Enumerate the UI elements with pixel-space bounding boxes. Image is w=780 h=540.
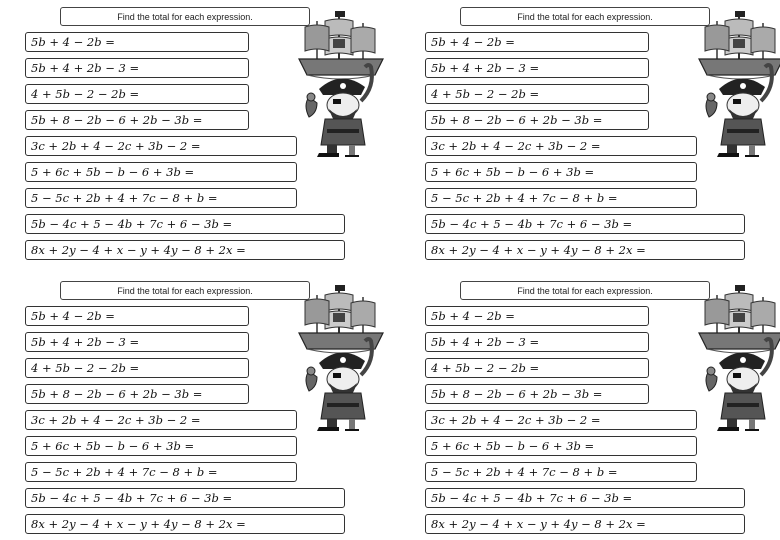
- expression-box[interactable]: 5b − 4c + 5 − 4b + 7c + 6 − 3b =: [425, 214, 745, 234]
- instruction-title: Find the total for each expression.: [60, 7, 310, 26]
- expression-box[interactable]: 3c + 2b + 4 − 2c + 3b − 2 =: [25, 136, 297, 156]
- expression-box[interactable]: 5 − 5c + 2b + 4 + 7c − 8 + b =: [425, 462, 697, 482]
- worksheet-panel-1: [25, 5, 385, 265]
- pirate-ship-illustration: [695, 9, 780, 157]
- expression-box[interactable]: 3c + 2b + 4 − 2c + 3b − 2 =: [425, 410, 697, 430]
- expression-box[interactable]: 5b + 4 − 2b =: [25, 32, 249, 52]
- expression-box[interactable]: 5 − 5c + 2b + 4 + 7c − 8 + b =: [25, 462, 297, 482]
- expression-box[interactable]: 5 + 6c + 5b − b − 6 + 3b =: [25, 162, 297, 182]
- instruction-title: Find the total for each expression.: [460, 7, 710, 26]
- expression-box[interactable]: 5b + 4 + 2b − 3 =: [425, 332, 649, 352]
- expression-box[interactable]: 5b + 4 − 2b =: [425, 306, 649, 326]
- expression-box[interactable]: 5 + 6c + 5b − b − 6 + 3b =: [425, 162, 697, 182]
- expression-box[interactable]: 8x + 2y − 4 + x − y + 4y − 8 + 2x =: [25, 514, 345, 534]
- pirate-ship-illustration: [295, 283, 387, 431]
- expression-box[interactable]: 4 + 5b − 2 − 2b =: [425, 358, 649, 378]
- expression-box[interactable]: 5b − 4c + 5 − 4b + 7c + 6 − 3b =: [25, 488, 345, 508]
- expression-box[interactable]: 5b + 4 + 2b − 3 =: [425, 58, 649, 78]
- pirate-ship-illustration: [295, 9, 387, 157]
- worksheet-panel-2: [425, 5, 780, 265]
- expression-box[interactable]: 5b + 8 − 2b − 6 + 2b − 3b =: [25, 384, 249, 404]
- expression-box[interactable]: 5b + 8 − 2b − 6 + 2b − 3b =: [425, 384, 649, 404]
- expression-box[interactable]: 8x + 2y − 4 + x − y + 4y − 8 + 2x =: [25, 240, 345, 260]
- pirate-ship-illustration: [695, 283, 780, 431]
- instruction-title: Find the total for each expression.: [460, 281, 710, 300]
- instruction-title: Find the total for each expression.: [60, 281, 310, 300]
- expression-box[interactable]: 4 + 5b − 2 − 2b =: [425, 84, 649, 104]
- expression-box[interactable]: 5 + 6c + 5b − b − 6 + 3b =: [25, 436, 297, 456]
- expression-box[interactable]: 5 − 5c + 2b + 4 + 7c − 8 + b =: [25, 188, 297, 208]
- expression-box[interactable]: 5 − 5c + 2b + 4 + 7c − 8 + b =: [425, 188, 697, 208]
- expression-box[interactable]: 5b + 4 − 2b =: [25, 306, 249, 326]
- worksheet-panel-3: [25, 279, 385, 539]
- expression-box[interactable]: 5b + 4 + 2b − 3 =: [25, 58, 249, 78]
- expression-box[interactable]: 8x + 2y − 4 + x − y + 4y − 8 + 2x =: [425, 514, 745, 534]
- expression-box[interactable]: 4 + 5b − 2 − 2b =: [25, 358, 249, 378]
- expression-box[interactable]: 5b + 8 − 2b − 6 + 2b − 3b =: [425, 110, 649, 130]
- expression-box[interactable]: 4 + 5b − 2 − 2b =: [25, 84, 249, 104]
- expression-box[interactable]: 3c + 2b + 4 − 2c + 3b − 2 =: [25, 410, 297, 430]
- expression-box[interactable]: 8x + 2y − 4 + x − y + 4y − 8 + 2x =: [425, 240, 745, 260]
- expression-box[interactable]: 5b − 4c + 5 − 4b + 7c + 6 − 3b =: [25, 214, 345, 234]
- expression-box[interactable]: 5b + 4 − 2b =: [425, 32, 649, 52]
- expression-box[interactable]: 5b + 8 − 2b − 6 + 2b − 3b =: [25, 110, 249, 130]
- expression-box[interactable]: 5b − 4c + 5 − 4b + 7c + 6 − 3b =: [425, 488, 745, 508]
- expression-box[interactable]: 5b + 4 + 2b − 3 =: [25, 332, 249, 352]
- worksheet-panel-4: [425, 279, 780, 539]
- expression-box[interactable]: 3c + 2b + 4 − 2c + 3b − 2 =: [425, 136, 697, 156]
- expression-box[interactable]: 5 + 6c + 5b − b − 6 + 3b =: [425, 436, 697, 456]
